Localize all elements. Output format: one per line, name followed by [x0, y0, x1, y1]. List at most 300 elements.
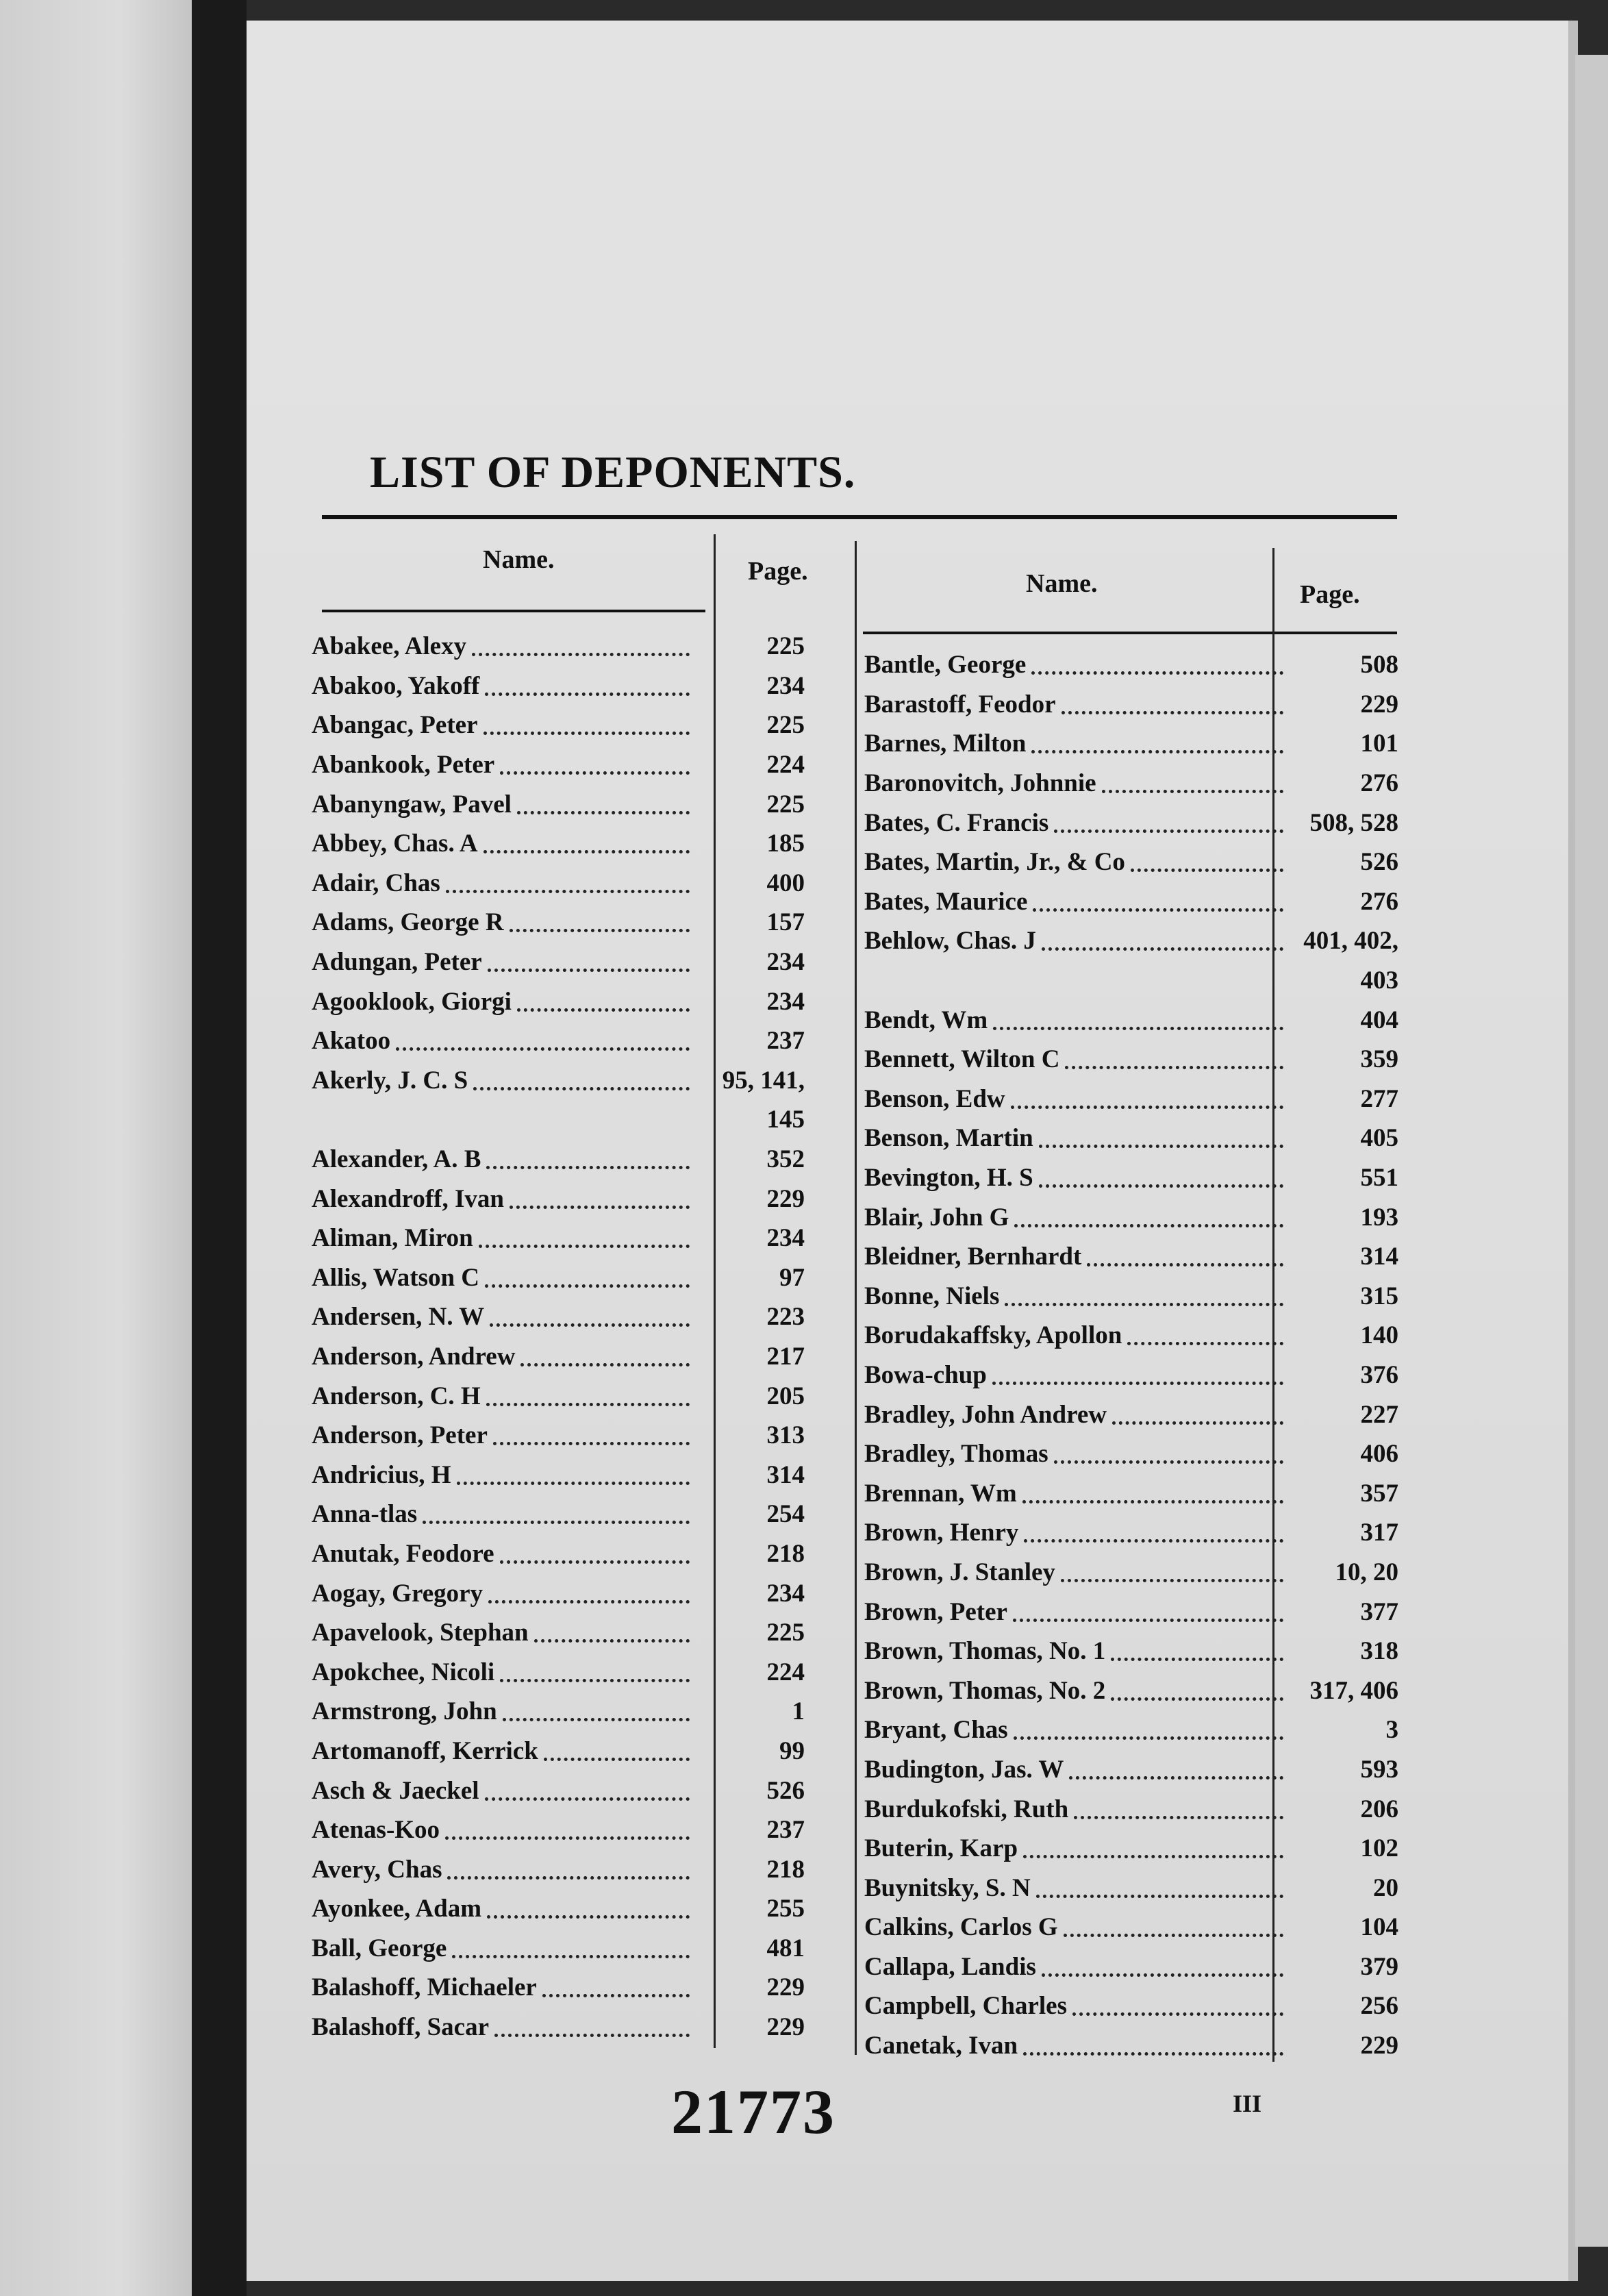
- deponent-name: Adams, George R: [312, 908, 504, 937]
- deponent-name: Atenas-Koo: [312, 1816, 440, 1845]
- right-page-header: Page.: [1300, 580, 1360, 609]
- leader-dots: [520, 1355, 690, 1367]
- leader-dots: [488, 1592, 690, 1604]
- page-ref: 508: [1360, 651, 1398, 679]
- deponent-name: Bennett, Wilton C: [864, 1045, 1060, 1074]
- document-number: 21773: [671, 2077, 836, 2147]
- page-ref: 256: [1360, 1992, 1398, 2021]
- leader-dots: [485, 1789, 690, 1801]
- page-ref: 101: [1360, 729, 1398, 758]
- leader-dots: [1072, 2004, 1283, 2016]
- page-ref: 314: [766, 1460, 805, 1489]
- deponent-name: Aogay, Gregory: [312, 1579, 483, 1608]
- list-item: [864, 1632, 1398, 1671]
- list-item: [864, 1000, 1398, 1040]
- list-item: [312, 1771, 805, 1810]
- page-ref: 317, 406: [1309, 1676, 1398, 1705]
- list-item: [312, 784, 805, 824]
- leader-dots: [503, 1710, 690, 1721]
- left-page-edge: [0, 0, 200, 2296]
- page-ref: 218: [766, 1855, 805, 1884]
- page-ref: 508, 528: [1309, 808, 1398, 837]
- list-item: [312, 627, 805, 666]
- page-ref: 234: [766, 1579, 805, 1608]
- leader-dots: [1023, 1847, 1283, 1858]
- deponent-name: Aliman, Miron: [312, 1224, 473, 1253]
- deponent-name: Bantle, George: [864, 651, 1027, 679]
- leader-dots: [1024, 1531, 1283, 1543]
- list-item: [864, 1829, 1398, 1869]
- list-item: [864, 921, 1398, 961]
- list-item: [312, 1416, 805, 1456]
- deponent-name: Adair, Chas: [312, 869, 440, 897]
- list-item: [864, 1473, 1398, 1513]
- page-ref: 255: [766, 1895, 805, 1923]
- deponent-name: Anderson, Peter: [312, 1421, 488, 1450]
- leader-dots: [447, 1868, 690, 1880]
- list-item: [312, 1021, 805, 1061]
- list-item: [864, 2026, 1398, 2066]
- deponent-name: Brown, Henry: [864, 1519, 1019, 1547]
- page-ref: 481: [766, 1934, 805, 1962]
- list-item: [312, 2008, 805, 2047]
- deponent-name: Benson, Edw: [864, 1084, 1005, 1113]
- page-ref: 379: [1360, 1952, 1398, 1981]
- page-ref: 225: [766, 1619, 805, 1647]
- right-name-header: Name.: [1026, 569, 1098, 598]
- page-ref: 227: [1360, 1400, 1398, 1429]
- list-item: [312, 1692, 805, 1732]
- leader-dots: [485, 1276, 690, 1288]
- list-item: [312, 1573, 805, 1613]
- deponent-name: Bates, Maurice: [864, 887, 1028, 916]
- leader-dots: [544, 1749, 690, 1761]
- page-ref: 218: [766, 1539, 805, 1568]
- deponent-name: Blair, John G: [864, 1203, 1009, 1232]
- deponent-name: Campbell, Charles: [864, 1992, 1067, 2021]
- deponent-name: Bates, C. Francis: [864, 808, 1049, 837]
- deponent-name: Bevington, H. S: [864, 1164, 1033, 1193]
- list-item: [312, 1455, 805, 1495]
- page-ref: 237: [766, 1816, 805, 1845]
- page-ref: 276: [1360, 887, 1398, 916]
- deponent-name: Callapa, Landis: [864, 1952, 1036, 1981]
- list-item: [864, 1908, 1398, 1947]
- deponent-name: Ball, George: [312, 1934, 447, 1962]
- list-item: [312, 1297, 805, 1337]
- deponent-name: Abangac, Peter: [312, 711, 478, 740]
- deponent-name: Bleidner, Bernhardt: [864, 1243, 1082, 1271]
- list-item: [312, 1732, 805, 1771]
- deponent-name: Bradley, Thomas: [864, 1440, 1048, 1469]
- page-ref: 526: [766, 1776, 805, 1805]
- page-ref: 401, 402,: [1303, 927, 1398, 956]
- leader-dots: [1022, 1492, 1283, 1503]
- page-ref: 224: [766, 1658, 805, 1686]
- page-ref: 3: [1385, 1716, 1398, 1745]
- page-ref: 229: [1360, 690, 1398, 719]
- page-ref: 237: [766, 1027, 805, 1056]
- list-item: [864, 1237, 1398, 1277]
- deponent-name: Calkins, Carlos G: [864, 1913, 1058, 1942]
- leader-dots: [1054, 821, 1283, 833]
- leader-dots: [1064, 1925, 1283, 1937]
- deponent-name: Balashoff, Sacar: [312, 2013, 489, 2042]
- left-name-header: Name.: [483, 545, 555, 574]
- deponent-name: Apavelook, Stephan: [312, 1619, 529, 1647]
- leader-dots: [1014, 1728, 1283, 1740]
- page-ref: 403: [1360, 966, 1398, 995]
- page-ref: 593: [1360, 1755, 1398, 1784]
- page-ref: 234: [766, 948, 805, 977]
- leader-dots: [1131, 860, 1283, 872]
- list-item: [864, 1868, 1398, 1908]
- page-ref: 217: [766, 1342, 805, 1371]
- leader-dots: [446, 882, 690, 893]
- deponent-name: Buynitsky, S. N: [864, 1873, 1031, 1902]
- page-ref: 254: [766, 1500, 805, 1529]
- page-ref: 99: [779, 1736, 805, 1765]
- deponent-name: Bowa-chup: [864, 1360, 987, 1389]
- deponent-name: Balashoff, Michaeler: [312, 1973, 537, 2002]
- deponent-name: Abakoo, Yakoff: [312, 671, 480, 700]
- page-ref: 229: [1360, 2032, 1398, 2060]
- leader-dots: [1074, 1808, 1283, 1819]
- deponent-name: Anderson, C. H: [312, 1382, 481, 1410]
- leader-dots: [1023, 2044, 1283, 2056]
- page-ref: 229: [766, 1184, 805, 1213]
- list-item: [864, 1277, 1398, 1317]
- leader-dots: [517, 803, 690, 814]
- leader-dots: [1112, 1413, 1283, 1425]
- list-item: [864, 1789, 1398, 1829]
- page-ref: 225: [766, 632, 805, 661]
- list-item: [312, 982, 805, 1021]
- leader-dots: [473, 1079, 690, 1090]
- page-ref: 205: [766, 1382, 805, 1410]
- leader-dots: [1033, 900, 1283, 912]
- page-ref: 317: [1360, 1519, 1398, 1547]
- page-ref: 20: [1373, 1873, 1398, 1902]
- leader-dots: [493, 1434, 690, 1445]
- list-item: [312, 706, 805, 745]
- leader-dots: [1031, 742, 1283, 753]
- deponent-name: Behlow, Chas. J: [864, 927, 1036, 956]
- deponent-name: Bendt, Wm: [864, 1006, 988, 1034]
- list-item: [312, 1652, 805, 1692]
- deponent-name: Alexandroff, Ivan: [312, 1184, 504, 1213]
- list-item: [312, 1061, 805, 1101]
- page-ref: 352: [766, 1145, 805, 1174]
- page-ref: 405: [1360, 1124, 1398, 1153]
- deponent-name: Alexander, A. B: [312, 1145, 481, 1174]
- page-ref: 104: [1360, 1913, 1398, 1942]
- list-item: [864, 1710, 1398, 1750]
- deponent-name: Borudakaffsky, Apollon: [864, 1321, 1122, 1350]
- page-ref: 97: [779, 1263, 805, 1292]
- list-item: [864, 1197, 1398, 1237]
- left-column: [312, 627, 805, 2047]
- leader-dots: [1069, 1768, 1283, 1780]
- center-divider: [855, 541, 857, 2055]
- deponent-name: Apokchee, Nicoli: [312, 1658, 495, 1686]
- list-item: [864, 1986, 1398, 2026]
- deponent-name: Akerly, J. C. S: [312, 1066, 468, 1095]
- page-ref: 102: [1360, 1834, 1398, 1863]
- leader-dots: [1102, 782, 1283, 793]
- deponent-name: Avery, Chas: [312, 1855, 442, 1884]
- deponent-name: Anderson, Andrew: [312, 1342, 516, 1371]
- deponent-name: Abanyngaw, Pavel: [312, 790, 512, 819]
- list-item: [864, 1395, 1398, 1434]
- right-header-rule: [863, 632, 1397, 634]
- page-ref: 377: [1360, 1597, 1398, 1626]
- list-item: [312, 864, 805, 903]
- list-item: [864, 1356, 1398, 1395]
- leader-dots: [1061, 703, 1284, 714]
- leader-dots: [457, 1473, 690, 1485]
- page-ref: 206: [1360, 1795, 1398, 1823]
- deponent-name: Allis, Watson C: [312, 1263, 480, 1292]
- list-item: [312, 1376, 805, 1416]
- list-item: [312, 1534, 805, 1574]
- leader-dots: [517, 1000, 690, 1012]
- list-item: [864, 1553, 1398, 1593]
- deponent-name: Budington, Jas. W: [864, 1755, 1064, 1784]
- deponent-name: Andersen, N. W: [312, 1303, 485, 1332]
- deponent-name: Barastoff, Feodor: [864, 690, 1056, 719]
- leader-dots: [423, 1512, 690, 1524]
- leader-dots: [510, 921, 690, 932]
- list-item: [312, 1219, 805, 1258]
- leader-dots: [472, 645, 690, 656]
- deponent-name: Bonne, Niels: [864, 1282, 1000, 1310]
- deponent-name: Brown, Thomas, No. 1: [864, 1637, 1106, 1666]
- deponent-name: Asch & Jaeckel: [312, 1776, 479, 1805]
- list-item: [312, 745, 805, 785]
- page-ref: 406: [1360, 1440, 1398, 1469]
- page-ref: 229: [766, 1973, 805, 2002]
- page-title: LIST OF DEPONENTS.: [370, 447, 856, 497]
- leader-dots: [1031, 663, 1283, 675]
- leader-dots: [542, 1986, 690, 1997]
- deponent-name: Brown, Peter: [864, 1597, 1007, 1626]
- leader-dots: [1042, 1965, 1283, 1977]
- deponent-name: Burdukofski, Ruth: [864, 1795, 1069, 1823]
- deponent-name: Bryant, Chas: [864, 1716, 1008, 1745]
- leader-dots: [483, 842, 690, 853]
- leader-dots: [490, 1315, 690, 1327]
- leader-dots: [479, 1236, 690, 1248]
- list-item: [312, 943, 805, 982]
- list-item: [312, 1849, 805, 1889]
- leader-dots: [1087, 1255, 1283, 1266]
- list-item: [312, 1968, 805, 2008]
- leader-dots: [1014, 1216, 1283, 1227]
- deponent-name: Barnes, Milton: [864, 729, 1027, 758]
- leader-dots: [1039, 1136, 1283, 1148]
- page-ref: 224: [766, 751, 805, 779]
- left-header-rule: [322, 610, 705, 612]
- leader-dots: [500, 763, 690, 775]
- list-item: [864, 1513, 1398, 1553]
- list-item: [864, 882, 1398, 922]
- list-item: [312, 1337, 805, 1377]
- deponent-name: Brennan, Wm: [864, 1479, 1017, 1508]
- title-rule: [322, 515, 1397, 519]
- deponent-name: Abbey, Chas. A: [312, 829, 478, 858]
- leader-dots: [483, 723, 690, 735]
- page-ref: 404: [1360, 1006, 1398, 1034]
- list-item: [864, 1947, 1398, 1987]
- page-ref: 359: [1360, 1045, 1398, 1074]
- leader-dots: [534, 1631, 690, 1643]
- page-ref: 400: [766, 869, 805, 897]
- page-ref: 225: [766, 790, 805, 819]
- list-item: [864, 1434, 1398, 1474]
- leader-dots: [1013, 1610, 1283, 1622]
- list-item: [864, 645, 1398, 685]
- list-item: [864, 961, 1398, 1001]
- list-item: [864, 1671, 1398, 1710]
- list-item: [864, 1750, 1398, 1790]
- leader-dots: [1054, 1452, 1283, 1464]
- deponent-name: Anna-tlas: [312, 1500, 418, 1529]
- deponent-name: Anutak, Feodore: [312, 1539, 494, 1568]
- leader-dots: [510, 1197, 690, 1209]
- deponent-name: Bates, Martin, Jr., & Co: [864, 848, 1125, 877]
- list-item: [864, 1119, 1398, 1158]
- leader-dots: [488, 960, 690, 972]
- leader-dots: [500, 1671, 690, 1682]
- list-item: [864, 1040, 1398, 1080]
- list-item: [312, 666, 805, 706]
- leader-dots: [487, 1907, 690, 1919]
- list-item: [864, 843, 1398, 882]
- page-ref: 140: [1360, 1321, 1398, 1350]
- deponent-name: Abankook, Peter: [312, 751, 495, 779]
- deponent-name: Buterin, Karp: [864, 1834, 1018, 1863]
- deponent-name: Brown, J. Stanley: [864, 1558, 1055, 1586]
- binding-gutter: [192, 0, 247, 2296]
- leader-dots: [1039, 1176, 1283, 1188]
- page-ref: 185: [766, 829, 805, 858]
- right-column: [864, 645, 1398, 2065]
- deponent-name: Andricius, H: [312, 1460, 451, 1489]
- leader-dots: [993, 1019, 1283, 1030]
- leader-dots: [1011, 1097, 1283, 1109]
- leader-dots: [1111, 1649, 1283, 1661]
- deponent-name: Baronovitch, Johnnie: [864, 769, 1096, 798]
- deponent-name: Ayonkee, Adam: [312, 1895, 482, 1923]
- list-item: [864, 764, 1398, 803]
- leader-dots: [396, 1039, 690, 1051]
- deponent-name: Artomanoff, Kerrick: [312, 1736, 538, 1765]
- deponent-name: Adungan, Peter: [312, 948, 482, 977]
- list-item: [312, 1140, 805, 1180]
- leader-dots: [445, 1828, 690, 1840]
- list-item: [312, 1100, 805, 1140]
- leader-dots: [485, 684, 690, 696]
- page-ref: 234: [766, 987, 805, 1016]
- leader-dots: [494, 2025, 690, 2037]
- list-item: [312, 1495, 805, 1534]
- page-ref: 376: [1360, 1360, 1398, 1389]
- leader-dots: [1065, 1058, 1283, 1069]
- deponent-name: Armstrong, John: [312, 1697, 497, 1726]
- list-item: [312, 903, 805, 943]
- list-item: [312, 1258, 805, 1298]
- deponent-name: Abakee, Alexy: [312, 632, 467, 661]
- deponent-name: Canetak, Ivan: [864, 2032, 1018, 2060]
- page-ref: 193: [1360, 1203, 1398, 1232]
- list-item: [312, 1929, 805, 1969]
- list-item: [864, 1592, 1398, 1632]
- page-ref: 315: [1360, 1282, 1398, 1310]
- leader-dots: [486, 1158, 690, 1169]
- page-ref: 526: [1360, 848, 1398, 877]
- left-page-header: Page.: [748, 557, 808, 586]
- page-ref: 229: [766, 2013, 805, 2042]
- list-item: [864, 724, 1398, 764]
- deponent-name: Brown, Thomas, No. 2: [864, 1676, 1106, 1705]
- list-item: [312, 1889, 805, 1929]
- leader-dots: [1036, 1886, 1283, 1898]
- page-stack-edge: [1575, 55, 1608, 2247]
- list-item: [864, 1158, 1398, 1198]
- leader-dots: [1061, 1571, 1283, 1582]
- page-ref: 10, 20: [1335, 1558, 1398, 1586]
- page-ref: 95, 141,: [722, 1066, 805, 1095]
- page-ref: 313: [766, 1421, 805, 1450]
- page-ref: 225: [766, 711, 805, 740]
- page-number: III: [1233, 2090, 1262, 2117]
- page-ref: 157: [766, 908, 805, 937]
- page-ref: 145: [766, 1106, 805, 1134]
- deponent-name: Agooklook, Giorgi: [312, 987, 512, 1016]
- page-ref: 276: [1360, 769, 1398, 798]
- page-ref: 318: [1360, 1637, 1398, 1666]
- leader-dots: [1111, 1689, 1283, 1701]
- page-ref: 234: [766, 1224, 805, 1253]
- list-item: [312, 824, 805, 864]
- page-ref: 314: [1360, 1243, 1398, 1271]
- list-item: [312, 1810, 805, 1850]
- leader-dots: [452, 1947, 690, 1958]
- leader-dots: [1042, 939, 1283, 951]
- page-ref: 1: [792, 1697, 805, 1726]
- deponent-name: Akatoo: [312, 1027, 391, 1056]
- list-item: [864, 685, 1398, 725]
- page-ref: 551: [1360, 1164, 1398, 1193]
- page-ref: 357: [1360, 1479, 1398, 1508]
- list-item: [312, 1179, 805, 1219]
- leader-dots: [486, 1395, 690, 1406]
- list-item: [864, 1080, 1398, 1119]
- leader-dots: [1127, 1334, 1283, 1345]
- leader-dots: [1005, 1295, 1283, 1306]
- list-item: [864, 803, 1398, 843]
- list-item: [312, 1613, 805, 1653]
- deponent-name: Benson, Martin: [864, 1124, 1033, 1153]
- leader-dots: [500, 1552, 690, 1564]
- list-item: [864, 1316, 1398, 1356]
- leader-dots: [992, 1373, 1283, 1385]
- page-ref: 234: [766, 671, 805, 700]
- deponent-name: Bradley, John Andrew: [864, 1400, 1107, 1429]
- page-ref: 277: [1360, 1084, 1398, 1113]
- page-ref: 223: [766, 1303, 805, 1332]
